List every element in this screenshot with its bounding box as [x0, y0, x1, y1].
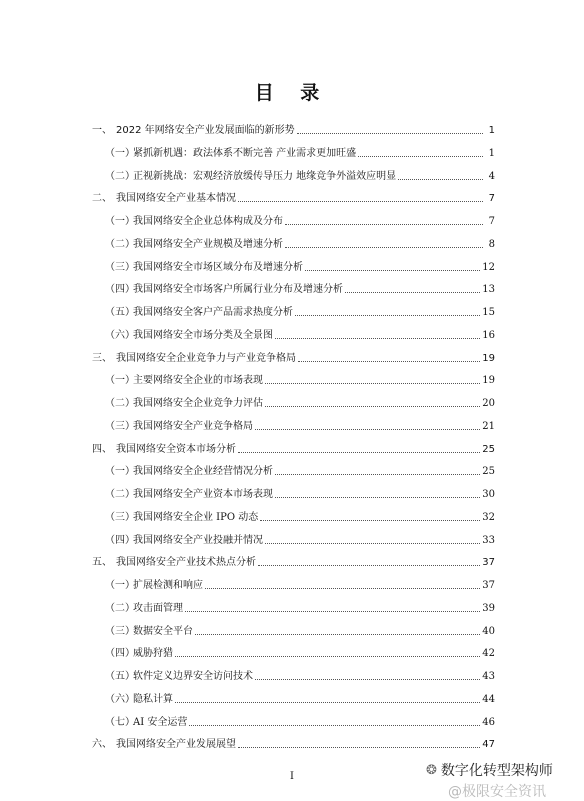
toc-entry-number: （三）	[105, 511, 135, 523]
toc-entry-number: （一）	[105, 216, 135, 227]
toc-section-entry[interactable]	[105, 576, 495, 592]
toc-entry-number: （五）	[105, 671, 135, 682]
toc-section-entry[interactable]	[105, 462, 495, 478]
toc-entry-page: 12	[482, 261, 495, 273]
toc-entry-page: 44	[482, 693, 495, 705]
toc-entry-label: AI 安全运营	[133, 716, 188, 728]
toc-entry-page: 7	[488, 193, 495, 205]
toc-entry-label: 我国网络安全产业资本市场表现	[133, 489, 273, 500]
toc-dot-leader	[285, 246, 483, 248]
toc-entry-page: 19	[482, 352, 495, 364]
toc-dot-leader	[285, 223, 483, 225]
toc-entry-number: （四）	[105, 284, 135, 296]
toc-entry-label: 我国网络安全产业基本情况	[116, 193, 236, 205]
toc-entry-number: （二）	[105, 489, 135, 500]
toc-entry-label: 我国网络安全市场客户所属行业分布及增速分析	[133, 284, 343, 296]
toc-entry-label: 正视新挑战：宏观经济放缓传导压力 地缘竞争外溢效应明显	[133, 170, 397, 182]
toc-dot-leader	[255, 428, 480, 430]
toc-dot-leader	[185, 610, 480, 612]
toc-entry-page: 46	[482, 716, 495, 728]
toc-entry-page: 16	[482, 329, 495, 341]
watermark	[426, 760, 582, 801]
toc-entry-page: 20	[482, 398, 495, 409]
toc-entry-number: 五、	[92, 557, 112, 569]
toc-section-entry[interactable]	[105, 326, 495, 342]
toc-entry-number: （一）	[105, 147, 135, 159]
toc-section-entry[interactable]	[105, 531, 495, 547]
toc-chapter-entry[interactable]	[92, 735, 495, 751]
toc-entry-number: （四）	[105, 534, 135, 546]
toc-dot-leader	[298, 360, 480, 362]
toc-entry-label: 主要网络安全企业的市场表现	[133, 375, 263, 387]
toc-section-entry[interactable]	[105, 280, 495, 296]
toc-section-entry[interactable]	[105, 690, 495, 706]
toc-section-entry[interactable]	[105, 394, 495, 410]
toc-entry-number: （四）	[105, 648, 135, 660]
toc-entry-page: 1	[488, 125, 495, 136]
toc-section-entry[interactable]	[105, 144, 495, 160]
toc-entry-label: 我国网络安全企业总体构成及分布	[133, 216, 283, 227]
toc-entry-label: 我国网络安全产业规模及增速分析	[133, 238, 283, 250]
wechat-icon: ❂	[426, 762, 437, 778]
toc-entry-page: 39	[482, 602, 495, 614]
toc-entry-page: 40	[482, 625, 495, 637]
toc-section-entry[interactable]	[105, 599, 495, 615]
toc-entry-number: （二）	[105, 602, 135, 614]
toc-dot-leader	[295, 314, 480, 316]
toc-entry-number: （二）	[105, 238, 135, 250]
toc-section-entry[interactable]	[105, 303, 495, 319]
toc-entry-number: 六、	[92, 739, 112, 751]
toc-section-entry[interactable]	[105, 667, 495, 683]
toc-dot-leader	[205, 587, 480, 589]
toc-chapter-entry[interactable]	[92, 189, 495, 205]
toc-entry-number: （一）	[105, 375, 135, 387]
watermark-account: 数字化转型架构师	[440, 763, 553, 779]
toc-entry-page: 33	[482, 534, 495, 546]
toc-section-entry[interactable]	[105, 485, 495, 501]
toc-entry-page: 43	[482, 671, 495, 682]
toc-dot-leader	[195, 633, 480, 635]
toc-dot-leader	[260, 519, 480, 521]
toc-entry-label: 我国网络安全市场分类及全景图	[133, 329, 273, 341]
toc-entry-number: （一）	[105, 466, 135, 478]
toc-entry-page: 37	[482, 580, 495, 591]
toc-entry-number: （三）	[105, 261, 135, 273]
toc-dot-leader	[265, 405, 480, 407]
toc-dot-leader	[297, 132, 483, 134]
toc-entry-page: 7	[488, 216, 495, 227]
toc-dot-leader	[175, 701, 480, 703]
toc-entry-number: （二）	[105, 398, 135, 409]
toc-entry-label: 我国网络安全产业投融并情况	[133, 534, 263, 546]
toc-section-entry[interactable]	[105, 258, 495, 274]
toc-dot-leader	[275, 496, 480, 498]
toc-section-entry[interactable]	[105, 417, 495, 433]
toc-entry-label: 我国网络安全市场区域分布及增速分析	[133, 261, 303, 273]
toc-entry-number: （七）	[105, 716, 135, 728]
toc-entry-page: 47	[482, 739, 495, 751]
toc-chapter-entry[interactable]	[92, 440, 495, 456]
toc-entry-page: 42	[482, 648, 495, 660]
toc-entry-number: （三）	[105, 420, 135, 432]
toc-dot-leader	[265, 542, 480, 544]
toc-entry-number: 四、	[92, 443, 112, 455]
toc-entry-page: 25	[482, 466, 495, 478]
toc-dot-leader	[238, 746, 480, 748]
toc-section-entry[interactable]	[105, 235, 495, 251]
toc-entry-number: （二）	[105, 170, 135, 182]
toc-dot-leader	[358, 155, 483, 157]
toc-entry-label: 我国网络安全企业竞争力评估	[133, 398, 263, 409]
toc-entry-page: 30	[482, 489, 495, 500]
toc-entry-page: 4	[488, 170, 495, 182]
toc-entry-page: 21	[482, 420, 495, 432]
toc-entry-label: 我国网络安全客户产品需求热度分析	[133, 307, 293, 318]
toc-entry-number: （六）	[105, 693, 135, 705]
toc-entry-number: （三）	[105, 625, 135, 637]
toc-dot-leader	[238, 200, 483, 202]
toc-entry-label: 2022 年网络安全产业发展面临的新形势	[116, 125, 295, 136]
toc-section-entry[interactable]	[105, 508, 495, 524]
toc-entry-number: 二、	[92, 193, 112, 205]
toc-dot-leader	[265, 382, 480, 384]
toc-entry-label: 攻击面管理	[133, 602, 183, 614]
toc-entry-label: 我国网络安全企业竞争力与产业竞争格局	[116, 352, 296, 364]
page-title: 目 录	[254, 82, 330, 104]
toc-entry-label: 隐私计算	[133, 693, 173, 705]
toc-chapter-entry[interactable]	[92, 121, 495, 137]
toc-dot-leader	[305, 269, 480, 271]
toc-entry-label: 软件定义边界安全访问技术	[133, 671, 253, 682]
toc-entry-label: 威胁狩猎	[133, 648, 173, 660]
toc-dot-leader	[398, 178, 483, 180]
toc-dot-leader	[238, 451, 480, 453]
toc-section-entry[interactable]	[105, 622, 495, 638]
watermark-handle: @极限安全资讯	[448, 784, 546, 800]
toc-dot-leader	[258, 564, 480, 566]
toc-entry-page: 19	[482, 375, 495, 387]
toc-entry-label: 我国网络安全产业技术热点分析	[116, 557, 256, 569]
toc-dot-leader	[345, 291, 480, 293]
toc-entry-number: （一）	[105, 580, 135, 591]
toc-entry-page: 32	[482, 511, 495, 523]
toc-section-entry[interactable]	[105, 371, 495, 387]
toc-section-entry[interactable]	[105, 713, 495, 729]
toc-entry-page: 13	[482, 284, 495, 296]
toc-entry-label: 我国网络安全产业竞争格局	[133, 420, 253, 432]
toc-entry-label: 扩展检测和响应	[133, 580, 203, 591]
toc-dot-leader	[175, 655, 480, 657]
toc-entry-page: 37	[482, 557, 495, 569]
toc-section-entry[interactable]	[105, 212, 495, 228]
toc-dot-leader	[255, 678, 480, 680]
toc-chapter-entry[interactable]	[92, 553, 495, 569]
toc-dot-leader	[275, 337, 480, 339]
toc-section-entry[interactable]	[105, 167, 495, 183]
toc-entry-label: 我国网络安全资本市场分析	[116, 443, 236, 455]
toc-entry-page: 1	[488, 147, 495, 159]
toc-entry-page: 8	[488, 238, 495, 250]
toc-entry-number: （六）	[105, 329, 135, 341]
toc-dot-leader	[275, 473, 480, 475]
toc-entry-number: 三、	[92, 352, 112, 364]
toc-entry-page: 25	[482, 443, 495, 455]
toc-entry-page: 15	[482, 307, 495, 318]
toc-entry-label: 我国网络安全企业 IPO 动态	[133, 511, 259, 523]
toc-section-entry[interactable]	[105, 644, 495, 660]
toc-dot-leader	[189, 724, 480, 726]
toc-entry-label: 紧抓新机遇：政法体系不断完善 产业需求更加旺盛	[133, 147, 357, 159]
toc-chapter-entry[interactable]	[92, 349, 495, 365]
toc-entry-label: 数据安全平台	[133, 625, 193, 637]
toc-entry-number: 一、	[92, 125, 112, 136]
toc-entry-label: 我国网络安全产业发展展望	[116, 739, 236, 751]
page-number: I	[290, 771, 294, 782]
toc-entry-number: （五）	[105, 307, 135, 318]
toc-entry-label: 我国网络安全企业经营情况分析	[133, 466, 273, 478]
